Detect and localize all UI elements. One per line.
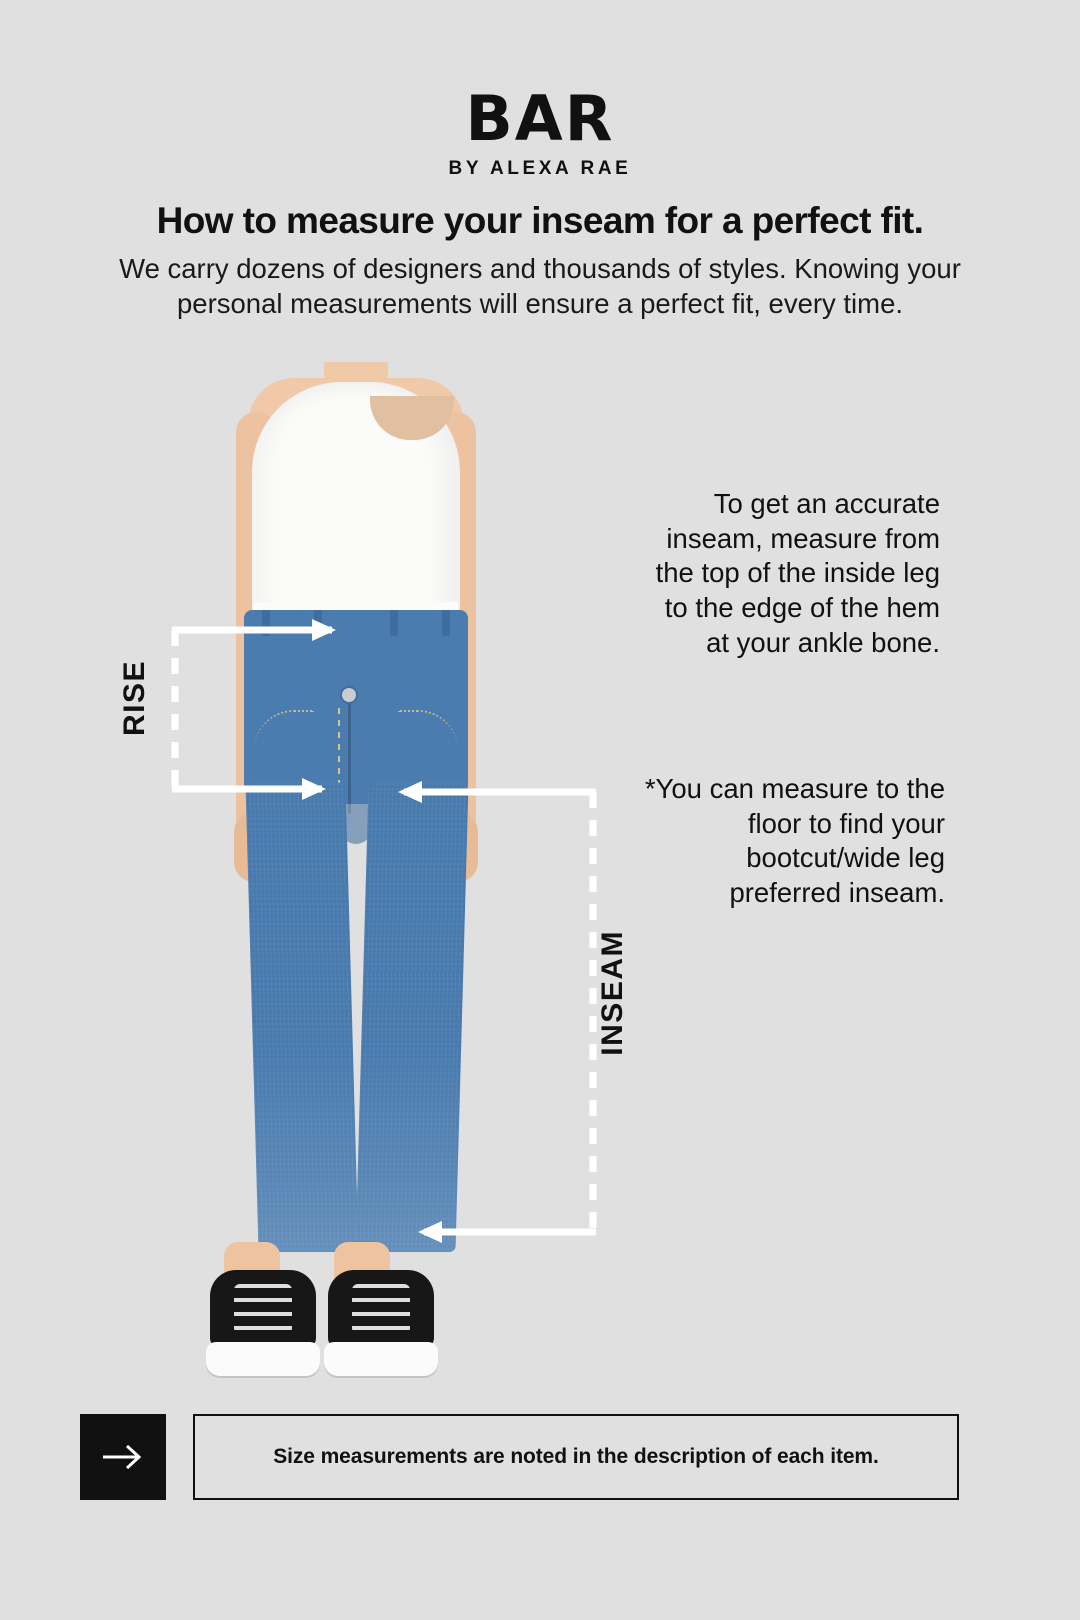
arrow-right-icon [80,1414,166,1500]
sneaker-platform-sole [324,1342,438,1376]
page-subtitle: We carry dozens of designers and thousands of styles. Knowing your personal measurements will ensure a perfect fit, every time. [119,253,961,319]
belt-loop [442,610,450,636]
denim-texture [355,782,468,1252]
left-pocket-stitching [254,710,314,752]
brand-logo-tagline: BY ALEXA RAE [448,158,632,179]
footer-note-text: Size measurements are noted in the description of each item. [273,1445,879,1468]
belt-loop [262,610,270,636]
left-sneaker [210,1270,316,1382]
jeans-button [342,688,356,702]
sneaker-laces [234,1284,292,1334]
inseam-footnote-text: *You can measure to the floor to find your bootcut/wide leg preferred inseam. [644,773,945,908]
model-illustration [196,362,516,1392]
jeans-fly [348,704,351,814]
inseam-instruction-text: To get an accurate inseam, measure from the top of the inside leg to the edge of the hem at your ankle bone. [655,488,940,658]
belt-loop [314,610,322,636]
inseam-label: INSEAM [596,930,629,1056]
sneaker-upper [328,1270,434,1348]
page-title: How to measure your inseam for a perfect fit. [156,200,924,241]
sneaker-platform-sole [206,1342,320,1376]
brand-logo [0,82,1080,180]
belt-loop [390,610,398,636]
neckline-shape [370,396,454,440]
sneaker-upper [210,1270,316,1348]
jeans-left-leg [245,782,358,1252]
right-sneaker [328,1270,434,1382]
brand-logo-text: BAR [465,82,615,155]
footer-note-box [193,1414,959,1500]
jeans-right-leg [355,782,468,1252]
jeans [244,610,468,1250]
denim-texture [245,782,358,1252]
sneaker-laces [352,1284,410,1334]
rise-label: RISE [118,660,151,737]
right-pocket-stitching [398,710,458,752]
